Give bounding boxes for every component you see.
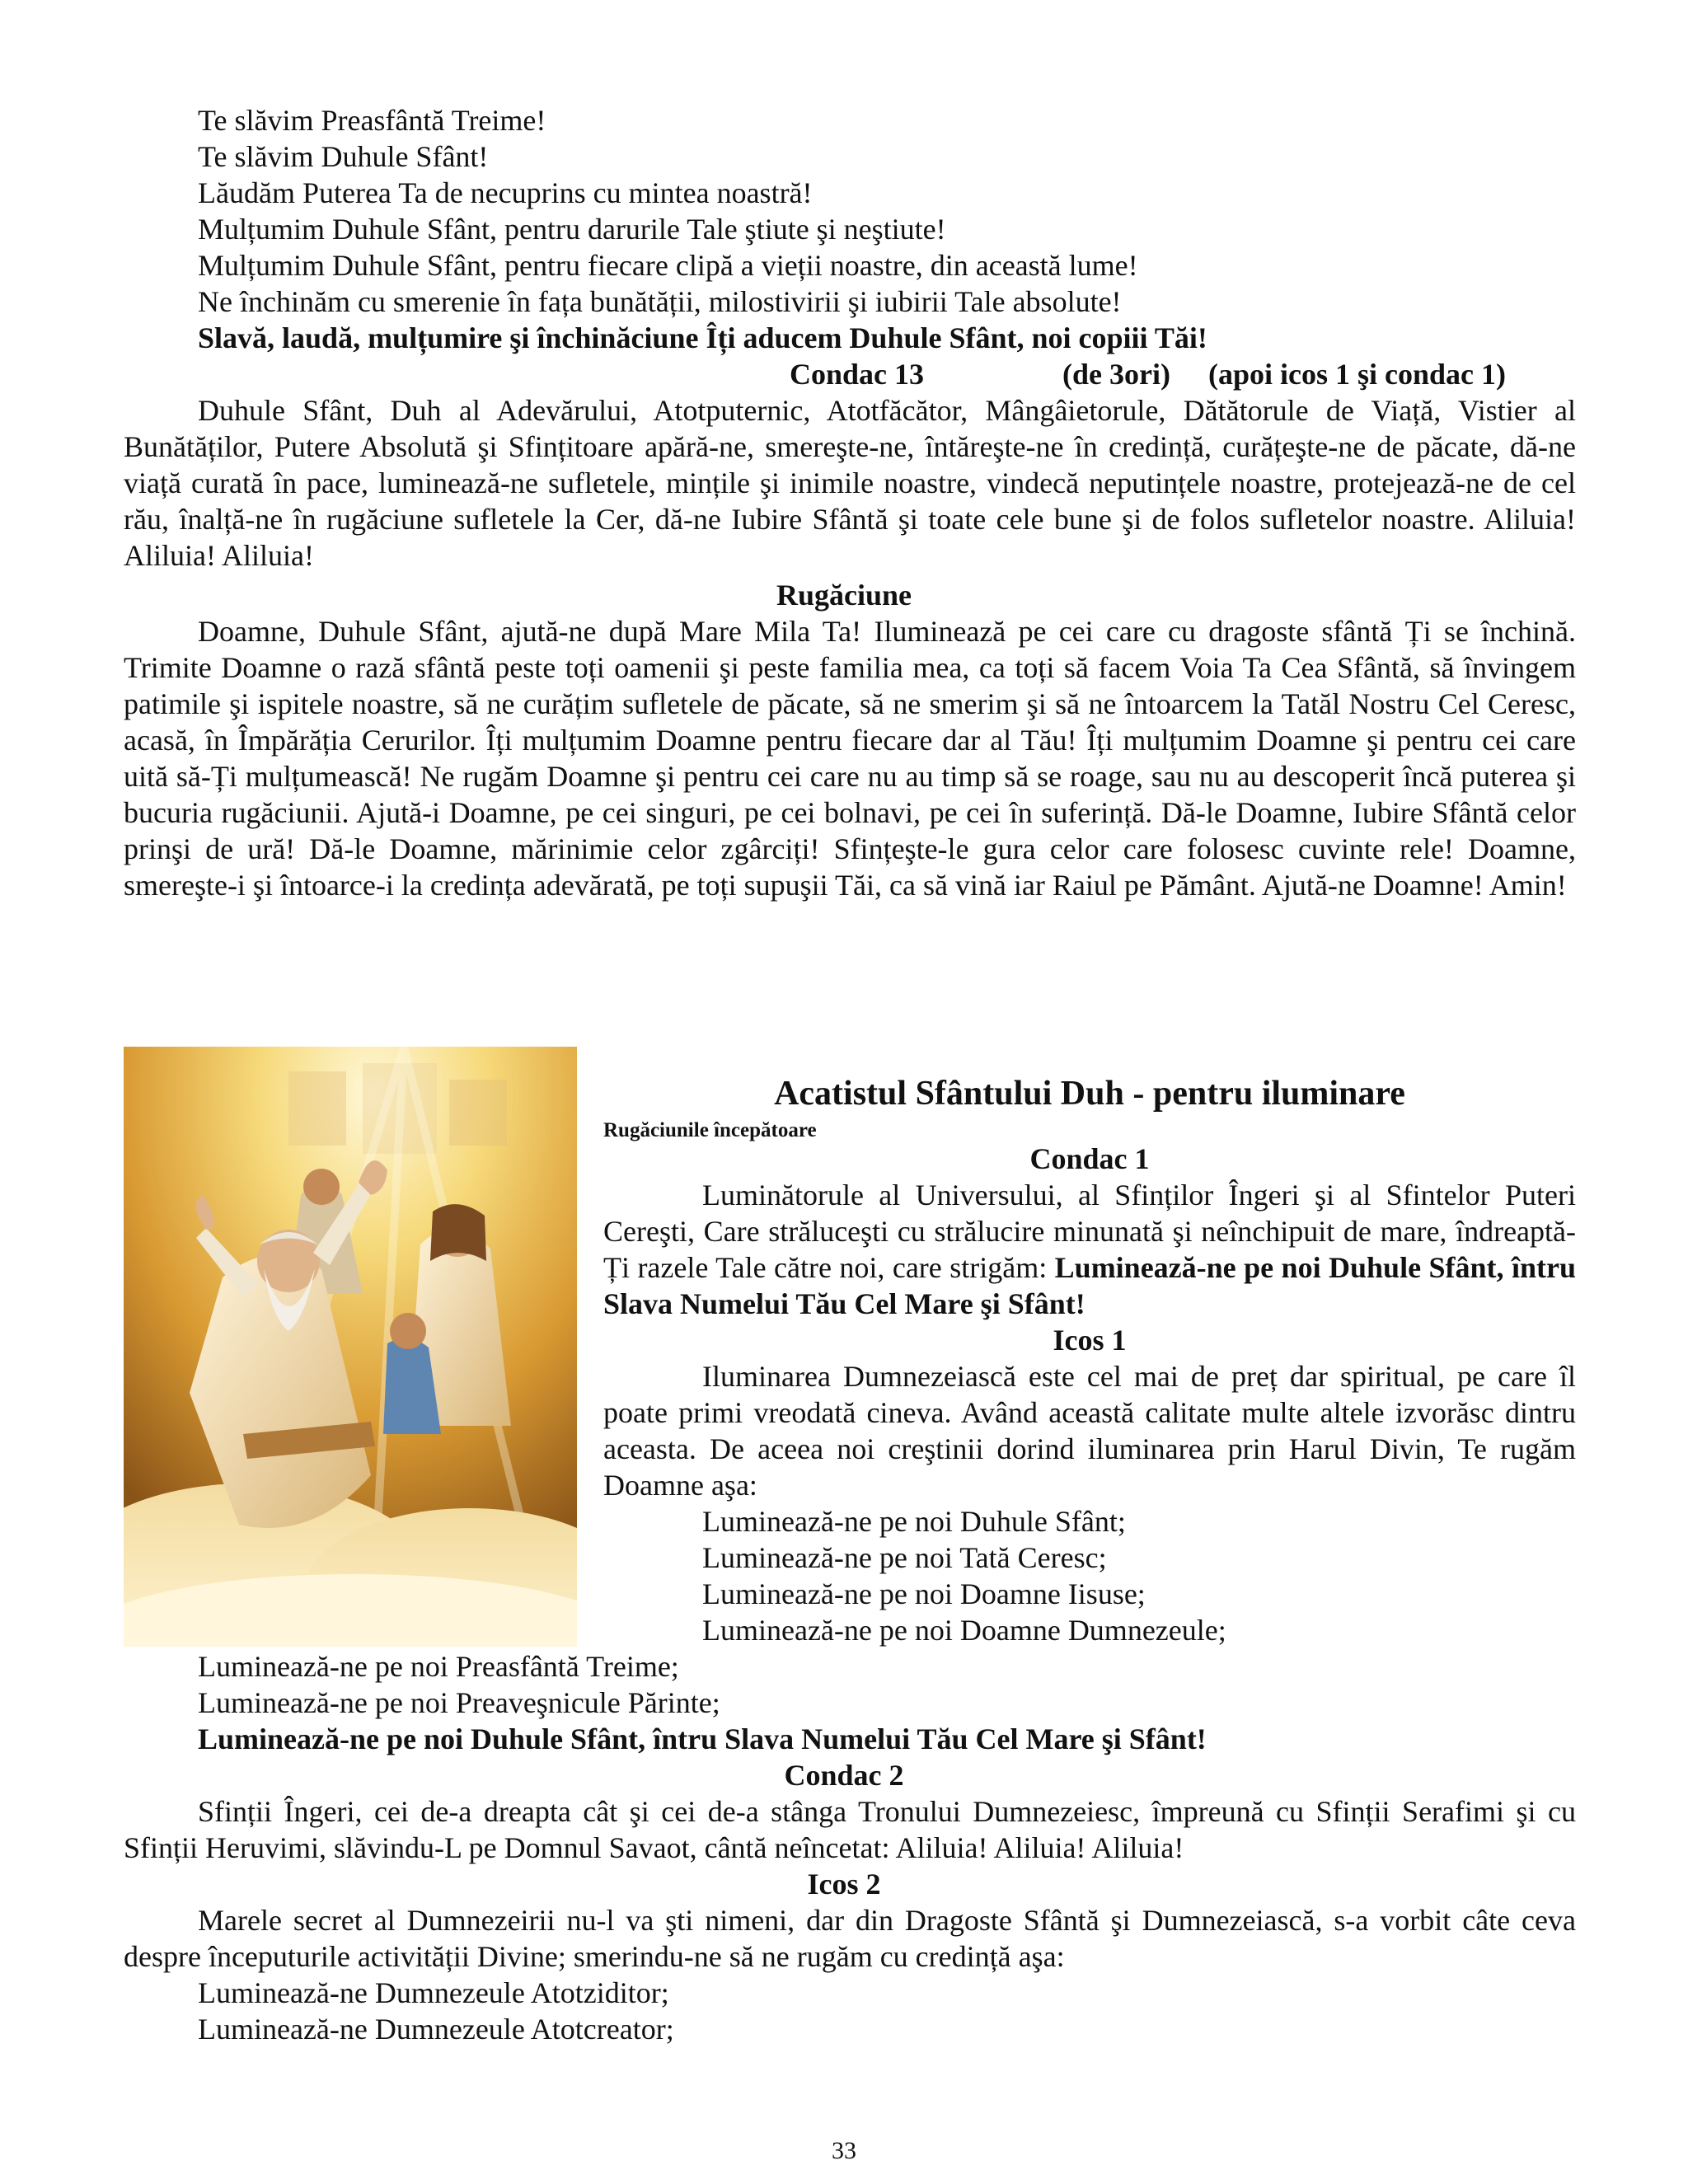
page-number: 33 [832, 2137, 856, 2164]
invocation-line: Luminează-ne Dumnezeule Atotziditor; [198, 1976, 669, 2009]
condac2-title: Condac 2 [784, 1759, 904, 1792]
condac13-times: (de 3ori) [1062, 358, 1170, 391]
prayer-title: Rugăciune [776, 579, 912, 612]
invocation-line: Luminează-ne pe noi Doamne Dumnezeule; [702, 1614, 1226, 1647]
icos1-title: Icos 1 [1053, 1324, 1127, 1357]
condac13-text: Duhule Sfânt, Duh al Adevărului, Atotputernic, Atotfăcător, Mângâietorule, Dătătorule de Viață, Vistier al Bunătăților, Putere Absolută şi Sfințitoare apără-ne, smereşte-ne, întăreşte-ne în credință, curățeşte-ne de păcate, dă-ne viață curată în pace, luminează-ne sufletele, mințile şi inimile noastre, vindecă neputințele noastre, protejează-ne de cel rău, înalță-ne în rugăciune sufletele la Cer, dă-ne Iubire Sfântă şi toate cele bune şi de folos sufletelor noastre. Aliluia! Aliluia! Aliluia! [124, 394, 1576, 572]
condac13-note: (apoi icos 1 şi condac 1) [1208, 358, 1507, 391]
invocation-line: Luminează-ne pe noi Doamne Iisuse; [702, 1577, 1146, 1610]
condac1-body: Luminătorule al Universului, al Sfinților Îngeri şi al Sfintelor Puteri Cereşti, Care străluceşti cu strălucire minunată şi neînchipuit de mare, îndreaptă-Ți razele Tale către noi, care strigăm: [603, 1179, 1576, 1284]
condac1-title: Condac 1 [1029, 1142, 1150, 1175]
text-line: Te slăvim Duhule Sfânt! [198, 140, 489, 173]
invocation-line: Luminează-ne pe noi Preasfântă Treime; [198, 1650, 679, 1683]
condac1-text [603, 1177, 1576, 1322]
akathist-title: Acatistul Sfântului Duh - pentru iluminare [774, 1075, 1405, 1113]
invocation-line: Luminează-ne pe noi Duhule Sfânt; [702, 1505, 1126, 1538]
invocation-line: Luminează-ne pe noi Tată Ceresc; [702, 1541, 1107, 1574]
invocation-line: Luminează-ne pe noi Preaveşnicule Părinte; [198, 1686, 720, 1719]
condac13-heading [790, 356, 1506, 392]
prophet-with-children-image [124, 1047, 577, 1647]
invocation-line: Luminează-ne Dumnezeule Atotcreator; [198, 2013, 674, 2046]
icos2-title: Icos 2 [807, 1868, 881, 1900]
condac13-title: Condac 13 [790, 358, 925, 391]
text-line: Ne închinăm cu smerenie în fața bunătății, milostivirii şi iubirii Tale absolute! [198, 285, 1122, 318]
text-line: Te slăvim Preasfântă Treime! [198, 104, 546, 137]
condac2-text: Sfinții Îngeri, cei de-a dreapta cât şi cei de-a stânga Tronului Dumnezeiesc, împreună cu Sfinții Serafimi şi cu Sfinții Heruvimi, slăvindu-L pe Domnul Savaot, cântă neîncetat: Aliluia! Aliluia! Aliluia! [124, 1795, 1576, 1864]
text-line: Lăudăm Puterea Ta de necuprins cu mintea noastră! [198, 176, 813, 209]
doxology-line: Slavă, laudă, mulțumire şi închinăciune Îți aducem Duhule Sfânt, noi copiii Tăi! [198, 321, 1207, 354]
text-line: Mulțumim Duhule Sfânt, pentru fiecare clipă a vieții noastre, din această lume! [198, 249, 1138, 282]
icos1-refrain: Luminează-ne pe noi Duhule Sfânt, întru Slava Numelui Tău Cel Mare şi Sfânt! [198, 1722, 1207, 1755]
prayer-text: Doamne, Duhule Sfânt, ajută-ne după Mare Mila Ta! Iluminează pe cei care cu dragoste sfântă Ți se închină. Trimite Doamne o rază sfântă peste toți oamenii şi peste familia mea, ca toți să facem Voia Ta Cea Sfântă, să învingem patimile şi ispitele noastre, să ne curățim sufletele de păcate, să ne smerim şi să ne întoarcem la Tatăl Nostru Cel Ceresc, acasă, în Împărăția Cerurilor. Îți mulțumim Doamne pentru fiecare dar al Tău! Îți mulțumim Doamne şi pentru cei care uită să-Ți mulțumească! Ne rugăm Doamne şi pentru cei care nu au timp să se roage, sau nu au descoperit încă puterea şi bucuria rugăciunii. Ajută-i Doamne, pe cei singuri, pe cei bolnavi, pe cei în suferință. Dă-le Doamne, Iubire Sfântă celor prinşi de ură! Dă-le Doamne, mărinimie celor zgârciți! Sfințeşte-le gura celor care folosesc cuvinte rele! Doamne, smereşte-i şi întoarce-i la credința adevărată, pe toți supuşii Tăi, ca să vină iar Raiul pe Pământ. Ajută-ne Doamne! Amin! [124, 615, 1576, 902]
condac1-refrain: Luminează-ne pe noi Duhule Sfânt, întru Slava Numelui Tău Cel Mare şi Sfânt! [603, 1251, 1576, 1320]
icos1-text: Iluminarea Dumnezeiască este cel mai de preț dar spiritual, pe care îl poate primi vreodată cineva. Având această calitate multe altele izvorăsc dintru aceasta. De aceea noi creştinii dorind iluminarea prin Harul Divin, Te rugăm Doamne aşa: [603, 1360, 1576, 1502]
text-line: Mulțumim Duhule Sfânt, pentru darurile Tale ştiute şi neştiute! [198, 213, 946, 246]
icos2-text: Marele secret al Dumnezeirii nu-l va şti nimeni, dar din Dragoste Sfântă şi Dumnezeiască, s-a vorbit câte ceva despre începuturile activității Divine; smerindu-ne să ne rugăm cu credință aşa: [124, 1904, 1576, 1973]
holy-spirit-illustration [124, 1047, 577, 1647]
intro-label: Rugăciunile începătoare [603, 1119, 817, 1141]
